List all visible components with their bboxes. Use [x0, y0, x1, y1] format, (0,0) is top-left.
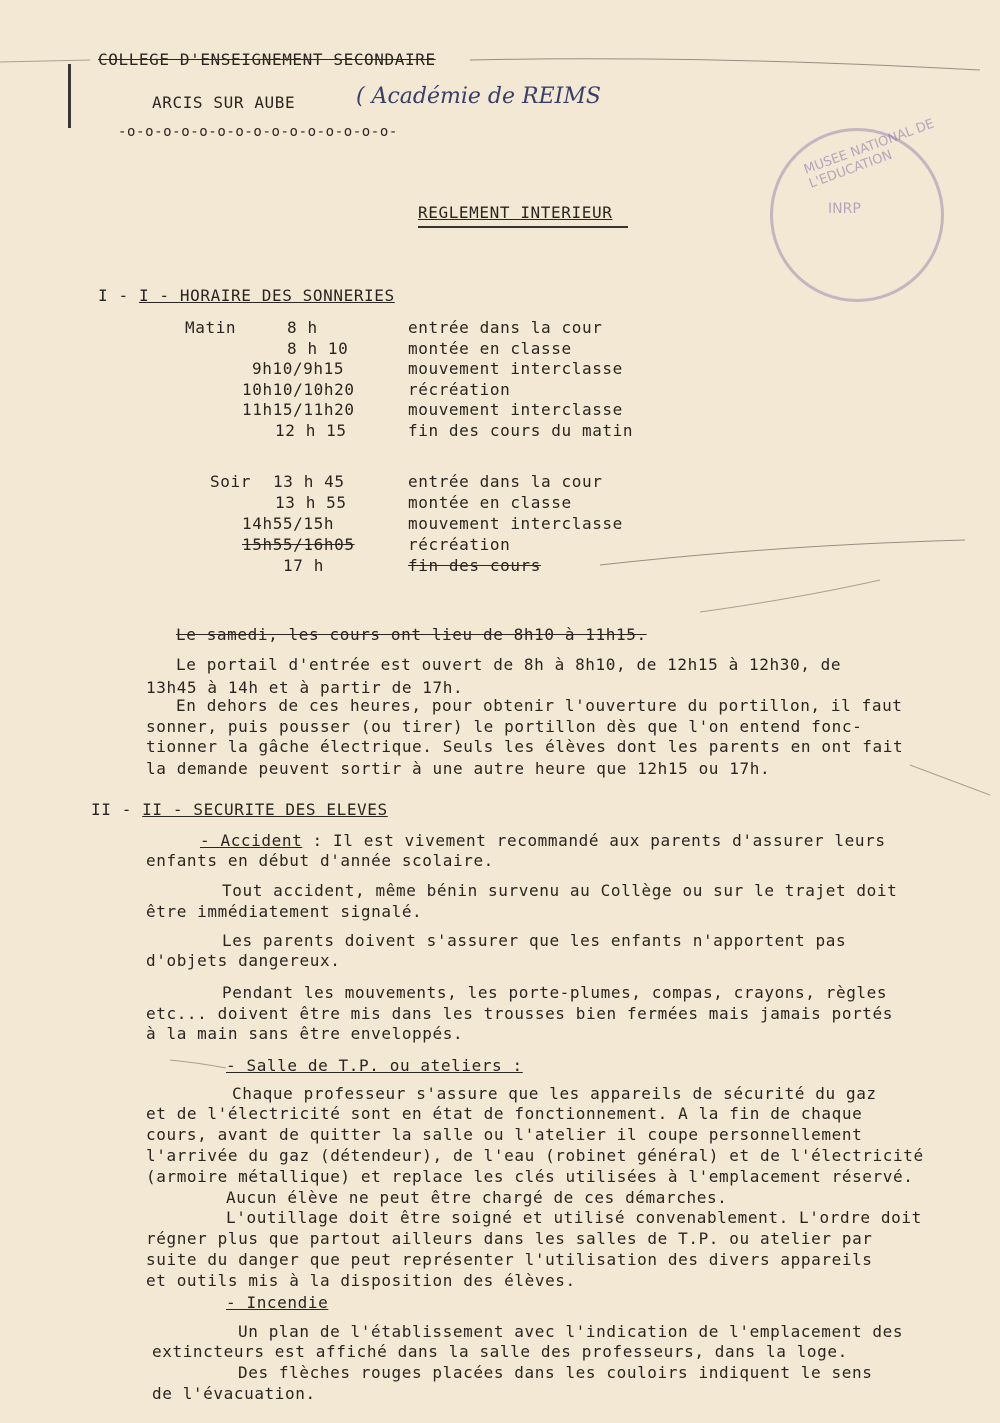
section-heading-1: I - I - HORAIRE DES SONNERIES: [98, 286, 395, 305]
stamp-top-text: MUSEE NATIONAL DE L'EDUCATION: [802, 116, 937, 192]
chaque-line-2: et de l'électricité sont en état de fonctionnement. A la fin de chaque: [146, 1104, 863, 1123]
hors-line-1: En dehors de ces heures, pour obtenir l'ouverture du portillon, il faut: [176, 696, 903, 715]
schedule-event: mouvement interclasse: [408, 359, 623, 378]
pendant-line-1: Pendant les mouvements, les porte-plumes, compas, crayons, règles: [222, 983, 888, 1002]
schedule-event: montée en classe: [408, 493, 572, 512]
chaque-line-4: l'arrivée du gaz (détendeur), de l'eau (robinet général) et de l'électricité: [146, 1146, 924, 1165]
header-divider: -o-o-o-o-o-o-o-o-o-o-o-o-o-o-o-: [118, 124, 398, 140]
schedule-time: 14h55/15h: [242, 514, 335, 533]
incendie-heading: - Incendie: [226, 1293, 329, 1312]
schedule-event: entrée dans la cour: [408, 472, 603, 491]
chaque-line-3: cours, avant de quitter la salle ou l'atelier il coupe personnellement: [146, 1125, 863, 1144]
schedule-time: 12 h 15: [275, 421, 347, 440]
schedule-time: 13 h 45: [273, 472, 345, 491]
plan-line-1: Un plan de l'établissement avec l'indication de l'emplacement des: [238, 1322, 904, 1341]
salle-heading: - Salle de T.P. ou ateliers :: [226, 1056, 523, 1075]
accident-line-2: enfants en début d'année scolaire.: [146, 851, 494, 870]
schedule-time: 9h10/9h15: [252, 359, 345, 378]
outil-line-3: suite du danger que peut représenter l'utilisation des divers appareils: [146, 1250, 873, 1269]
chaque-line-5: (armoire métallique) et replace les clés utilisées à l'emplacement réservé.: [146, 1167, 914, 1186]
schedule-time: 17 h: [283, 556, 324, 575]
section-heading-2: II - II - SECURITE DES ELEVES: [91, 800, 388, 819]
hors-line-4: la demande peuvent sortir à une autre heure que 12h15 ou 17h.: [146, 759, 771, 778]
soir-label: Soir: [210, 472, 251, 491]
document-title: REGLEMENT INTERIEUR: [418, 203, 613, 222]
matin-label: Matin: [185, 318, 237, 337]
schedule-event: entrée dans la cour: [408, 318, 603, 337]
tout-line-2: être immédiatement signalé.: [146, 902, 423, 921]
parents-line-1: Les parents doivent s'assurer que les enfants n'apportent pas: [222, 931, 847, 950]
samedi-line: Le samedi, les cours ont lieu de 8h10 à 11h15.: [176, 625, 647, 644]
stamp-center-text: INRP: [828, 201, 861, 217]
schedule-time: 13 h 55: [275, 493, 347, 512]
portail-line-1: Le portail d'entrée est ouvert de 8h à 8h10, de 12h15 à 12h30, de: [176, 655, 842, 674]
outil-line-1: L'outillage doit être soigné et utilisé convenablement. L'ordre doit: [226, 1208, 922, 1227]
pendant-line-2: etc... doivent être mis dans les trousses bien fermées mais jamais portés: [146, 1004, 893, 1023]
fleches-line-2: de l'évacuation.: [152, 1384, 316, 1403]
schedule-time: 15h55/16h05: [242, 535, 355, 554]
schedule-time: 11h15/11h20: [242, 400, 355, 419]
aucun-line: Aucun élève ne peut être chargé de ces démarches.: [226, 1188, 728, 1207]
plan-line-2: extincteurs est affiché dans la salle des professeurs, dans la loge.: [152, 1342, 848, 1361]
town-name: ARCIS SUR AUBE: [152, 93, 296, 112]
handwritten-academie: ( Académie de REIMS: [356, 84, 601, 109]
schedule-time: 8 h 10: [287, 339, 349, 358]
chaque-line-1: Chaque professeur s'assure que les appareils de sécurité du gaz: [232, 1084, 877, 1103]
outil-line-4: et outils mis à la disposition des élèves.: [146, 1271, 576, 1290]
pendant-line-3: à la main sans être enveloppés.: [146, 1024, 464, 1043]
schedule-event: récréation: [408, 380, 511, 399]
hors-line-3: tionner la gâche électrique. Seuls les élèves dont les parents en ont fait: [146, 737, 904, 756]
tout-line-1: Tout accident, même bénin survenu au Collège ou sur le trajet doit: [222, 881, 898, 900]
parents-line-2: d'objets dangereux.: [146, 951, 341, 970]
schedule-event: mouvement interclasse: [408, 400, 623, 419]
schedule-time: 10h10/10h20: [242, 380, 355, 399]
portail-line-2: 13h45 à 14h et à partir de 17h.: [146, 678, 464, 697]
schedule-event: montée en classe: [408, 339, 572, 358]
schedule-event: fin des cours: [408, 556, 542, 575]
schedule-event: fin des cours du matin: [408, 421, 634, 440]
schedule-time: 8 h: [287, 318, 318, 337]
schedule-event: récréation: [408, 535, 511, 554]
accident-line-1: - Accident : Il est vivement recommandé aux parents d'assurer leurs: [200, 831, 886, 850]
hors-line-2: sonner, puis pousser (ou tirer) le portillon dès que l'on entend fonc-: [146, 717, 863, 736]
outil-line-2: régner plus que partout ailleurs dans les salles de T.P. ou atelier par: [146, 1229, 873, 1248]
college-header: COLLEGE D'ENSEIGNEMENT SECONDAIRE: [98, 50, 436, 69]
schedule-event: mouvement interclasse: [408, 514, 623, 533]
fleches-line-1: Des flèches rouges placées dans les couloirs indiquent le sens: [238, 1363, 873, 1382]
